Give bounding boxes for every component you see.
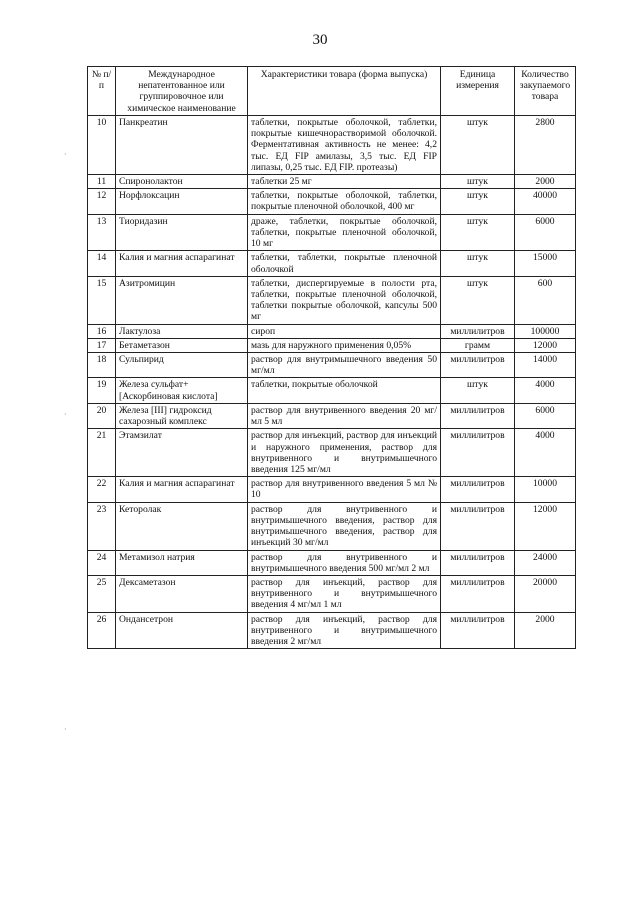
row-number: 12 (88, 189, 116, 214)
unit: штук (441, 174, 515, 188)
table-row (88, 214, 576, 251)
drug-form: раствор для внутривенного введения 5 мл № 10 (248, 477, 441, 502)
unit: миллилитров (441, 550, 515, 575)
row-number: 16 (88, 324, 116, 338)
margin-mark: · (64, 410, 67, 419)
row-number: 24 (88, 550, 116, 575)
drug-name: Калия и магния аспарагинат (116, 251, 248, 276)
header-unit: Единица измерения (441, 67, 515, 116)
margin-mark: · (64, 150, 67, 159)
unit: миллилитров (441, 575, 515, 612)
drug-name: Сульпирид (116, 353, 248, 378)
quantity: 14000 (515, 353, 576, 378)
table-row (88, 575, 576, 612)
drug-form: раствор для внутривенного и внутримышечного введения 500 мг/мл 2 мл (248, 550, 441, 575)
unit: штук (441, 251, 515, 276)
unit: штук (441, 378, 515, 403)
quantity: 12000 (515, 502, 576, 550)
unit: миллилитров (441, 324, 515, 338)
table-row (88, 502, 576, 550)
drug-name: Дексаметазон (116, 575, 248, 612)
unit: миллилитров (441, 429, 515, 477)
header-name: Международное непатентованное или группировочное или химическое наименование (116, 67, 248, 116)
quantity: 100000 (515, 324, 576, 338)
drug-form: драже, таблетки, покрытые оболочкой, таблетки, покрытые пленочной оболочкой, 10 мг (248, 214, 441, 251)
drug-form: раствор для внутривенного и внутримышечного введения, раствор для внутримышечного введения, раствор для инъекций 30 мг/мл (248, 502, 441, 550)
quantity: 600 (515, 276, 576, 324)
table-header-row (88, 67, 576, 116)
drug-form: таблетки, таблетки, покрытые пленочной оболочкой (248, 251, 441, 276)
quantity: 4000 (515, 378, 576, 403)
drug-name: Спиронолактон (116, 174, 248, 188)
table-row (88, 550, 576, 575)
row-number: 14 (88, 251, 116, 276)
unit: миллилитров (441, 477, 515, 502)
quantity: 6000 (515, 403, 576, 428)
table-row (88, 429, 576, 477)
unit: миллилитров (441, 612, 515, 649)
drug-name: Азитромицин (116, 276, 248, 324)
table-row (88, 353, 576, 378)
table-row (88, 378, 576, 403)
table-row (88, 189, 576, 214)
row-number: 22 (88, 477, 116, 502)
table-row (88, 403, 576, 428)
quantity: 24000 (515, 550, 576, 575)
header-quantity: Количество закупаемого товара (515, 67, 576, 116)
header-number: № п/п (88, 67, 116, 116)
drug-name: Калия и магния аспарагинат (116, 477, 248, 502)
row-number: 25 (88, 575, 116, 612)
drug-name: Бетаметазон (116, 338, 248, 352)
drug-form: раствор для инъекций, раствор для внутривенного и внутримышечного введения 2 мг/мл (248, 612, 441, 649)
margin-mark: · (64, 725, 67, 734)
table-row (88, 115, 576, 174)
header-characteristics: Характеристики товара (форма выпуска) (248, 67, 441, 116)
row-number: 15 (88, 276, 116, 324)
table-row (88, 174, 576, 188)
table-row (88, 276, 576, 324)
drug-form: таблетки, покрытые оболочкой (248, 378, 441, 403)
quantity: 40000 (515, 189, 576, 214)
drug-form: таблетки, покрытые оболочкой, таблетки, покрытые кишечнорастворимой оболочкой. Ферментативная активность не менее: 4,2 тыс. ЕД FIP амилазы, 3,5 тыс. ЕД FIP липазы, 0,25 тыс. ЕД FIP. протеазы) (248, 115, 441, 174)
table-row (88, 251, 576, 276)
row-number: 26 (88, 612, 116, 649)
unit: штук (441, 189, 515, 214)
drug-form: раствор для инъекций, раствор для внутривенного и внутримышечного введения 4 мг/мл 1 мл (248, 575, 441, 612)
unit: грамм (441, 338, 515, 352)
quantity: 20000 (515, 575, 576, 612)
drug-name: Панкреатин (116, 115, 248, 174)
quantity: 6000 (515, 214, 576, 251)
drug-name: Лактулоза (116, 324, 248, 338)
row-number: 21 (88, 429, 116, 477)
drug-name: Этамзилат (116, 429, 248, 477)
row-number: 19 (88, 378, 116, 403)
table-row (88, 338, 576, 352)
unit: штук (441, 214, 515, 251)
quantity: 4000 (515, 429, 576, 477)
drug-form: таблетки, диспергируемые в полости рта, таблетки, покрытые пленочной оболочкой, таблетки покрытые оболочкой, капсулы 500 мг (248, 276, 441, 324)
row-number: 11 (88, 174, 116, 188)
unit: миллилитров (441, 502, 515, 550)
quantity: 15000 (515, 251, 576, 276)
unit: штук (441, 276, 515, 324)
unit: миллилитров (441, 353, 515, 378)
drug-name: Железа [III] гидроксид сахарозный комплекс (116, 403, 248, 428)
drug-name: Метамизол натрия (116, 550, 248, 575)
row-number: 20 (88, 403, 116, 428)
row-number: 17 (88, 338, 116, 352)
drug-form: таблетки 25 мг (248, 174, 441, 188)
drug-name: Тиоридазин (116, 214, 248, 251)
drug-name: Железа сульфат+[Аскорбиновая кислота] (116, 378, 248, 403)
drug-form: раствор для внутримышечного введения 50 мг/мл (248, 353, 441, 378)
row-number: 10 (88, 115, 116, 174)
table-row (88, 612, 576, 649)
quantity: 2800 (515, 115, 576, 174)
row-number: 18 (88, 353, 116, 378)
drug-form: таблетки, покрытые оболочкой, таблетки, покрытые пленочной оболочкой, 400 мг (248, 189, 441, 214)
drug-form: сироп (248, 324, 441, 338)
page-number: 30 (312, 32, 328, 48)
quantity: 2000 (515, 612, 576, 649)
row-number: 13 (88, 214, 116, 251)
procurement-table (87, 66, 576, 649)
row-number: 23 (88, 502, 116, 550)
quantity: 10000 (515, 477, 576, 502)
quantity: 2000 (515, 174, 576, 188)
drug-name: Норфлоксацин (116, 189, 248, 214)
unit: штук (441, 115, 515, 174)
drug-name: Ондансетрон (116, 612, 248, 649)
drug-form: раствор для внутривенного введения 20 мг/мл 5 мл (248, 403, 441, 428)
unit: миллилитров (441, 403, 515, 428)
drug-form: мазь для наружного применения 0,05% (248, 338, 441, 352)
drug-name: Кеторолак (116, 502, 248, 550)
table-row (88, 477, 576, 502)
table-row (88, 324, 576, 338)
drug-form: раствор для инъекций, раствор для инъекций и наружного применения, раствор для внутривенного и внутримышечного введения 125 мг/мл (248, 429, 441, 477)
quantity: 12000 (515, 338, 576, 352)
